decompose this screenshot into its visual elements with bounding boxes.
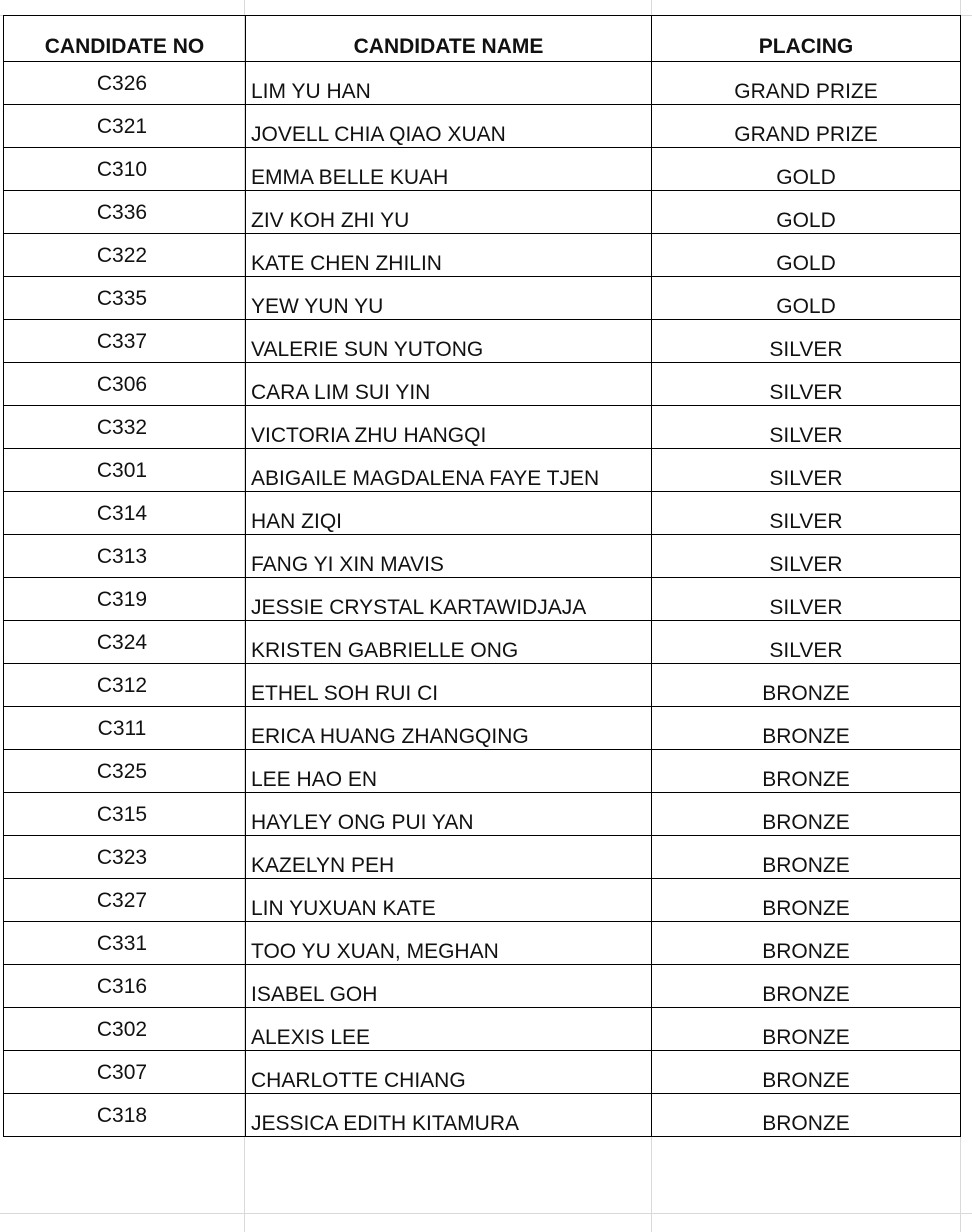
candidate-no-cell[interactable]: C318 (4, 1094, 246, 1137)
candidate-no-cell[interactable]: C306 (4, 363, 246, 406)
candidate-no-cell[interactable]: C332 (4, 406, 246, 449)
candidate-name-cell[interactable]: LIN YUXUAN KATE (246, 879, 652, 922)
candidate-name-cell[interactable]: KATE CHEN ZHILIN (246, 234, 652, 277)
header-candidate-name[interactable]: CANDIDATE NAME (246, 16, 652, 62)
candidate-name-cell[interactable]: CARA LIM SUI YIN (246, 363, 652, 406)
candidate-name-cell[interactable]: ABIGAILE MAGDALENA FAYE TJEN (246, 449, 652, 492)
placing-cell[interactable]: SILVER (652, 449, 961, 492)
candidate-name-cell[interactable]: ETHEL SOH RUI CI (246, 664, 652, 707)
candidate-name-cell[interactable]: CHARLOTTE CHIANG (246, 1051, 652, 1094)
placing-cell[interactable]: BRONZE (652, 707, 961, 750)
candidate-name-cell[interactable]: KRISTEN GABRIELLE ONG (246, 621, 652, 664)
candidate-no-cell[interactable]: C314 (4, 492, 246, 535)
table-row (4, 879, 961, 922)
placing-cell[interactable]: SILVER (652, 578, 961, 621)
candidate-no-cell[interactable]: C321 (4, 105, 246, 148)
candidate-name-cell[interactable]: HAN ZIQI (246, 492, 652, 535)
table-row (4, 965, 961, 1008)
placing-cell[interactable]: SILVER (652, 406, 961, 449)
table-row (4, 535, 961, 578)
placing-cell[interactable]: SILVER (652, 535, 961, 578)
table-row (4, 750, 961, 793)
placing-cell[interactable]: BRONZE (652, 1051, 961, 1094)
table-row (4, 191, 961, 234)
candidate-name-cell[interactable]: EMMA BELLE KUAH (246, 148, 652, 191)
header-candidate-no[interactable]: CANDIDATE NO (4, 16, 246, 62)
candidate-no-cell[interactable]: C331 (4, 922, 246, 965)
table-row (4, 105, 961, 148)
candidate-no-cell[interactable]: C312 (4, 664, 246, 707)
table-row (4, 1094, 961, 1137)
table-row (4, 320, 961, 363)
placing-cell[interactable]: SILVER (652, 492, 961, 535)
table-row (4, 1008, 961, 1051)
candidate-no-cell[interactable]: C326 (4, 62, 246, 105)
candidate-no-cell[interactable]: C311 (4, 707, 246, 750)
placing-cell[interactable]: BRONZE (652, 793, 961, 836)
candidate-name-cell[interactable]: JOVELL CHIA QIAO XUAN (246, 105, 652, 148)
table-row (4, 363, 961, 406)
candidate-no-cell[interactable]: C324 (4, 621, 246, 664)
candidate-no-cell[interactable]: C335 (4, 277, 246, 320)
table-row (4, 62, 961, 105)
candidate-no-cell[interactable]: C301 (4, 449, 246, 492)
table-row (4, 1051, 961, 1094)
table-row (4, 277, 961, 320)
placing-cell[interactable]: BRONZE (652, 965, 961, 1008)
header-placing[interactable]: PLACING (652, 16, 961, 62)
candidate-name-cell[interactable]: JESSIE CRYSTAL KARTAWIDJAJA (246, 578, 652, 621)
candidate-name-cell[interactable]: ISABEL GOH (246, 965, 652, 1008)
candidate-no-cell[interactable]: C337 (4, 320, 246, 363)
placing-cell[interactable]: BRONZE (652, 1094, 961, 1137)
candidate-no-cell[interactable]: C322 (4, 234, 246, 277)
gridline (0, 1213, 972, 1214)
candidate-name-cell[interactable]: VICTORIA ZHU HANGQI (246, 406, 652, 449)
candidate-no-cell[interactable]: C327 (4, 879, 246, 922)
candidate-name-cell[interactable]: LIM YU HAN (246, 62, 652, 105)
candidate-name-cell[interactable]: ERICA HUANG ZHANGQING (246, 707, 652, 750)
candidate-no-cell[interactable]: C310 (4, 148, 246, 191)
candidate-name-cell[interactable]: VALERIE SUN YUTONG (246, 320, 652, 363)
candidate-name-cell[interactable]: HAYLEY ONG PUI YAN (246, 793, 652, 836)
table-row (4, 148, 961, 191)
placing-cell[interactable]: GOLD (652, 277, 961, 320)
table-row (4, 836, 961, 879)
placing-cell[interactable]: SILVER (652, 320, 961, 363)
candidate-no-cell[interactable]: C316 (4, 965, 246, 1008)
candidate-no-cell[interactable]: C323 (4, 836, 246, 879)
candidate-name-cell[interactable]: JESSICA EDITH KITAMURA (246, 1094, 652, 1137)
results-body (4, 62, 961, 1137)
candidate-no-cell[interactable]: C319 (4, 578, 246, 621)
table-row (4, 922, 961, 965)
candidate-name-cell[interactable]: KAZELYN PEH (246, 836, 652, 879)
placing-cell[interactable]: BRONZE (652, 879, 961, 922)
placing-cell[interactable]: GRAND PRIZE (652, 62, 961, 105)
candidate-no-cell[interactable]: C315 (4, 793, 246, 836)
placing-cell[interactable]: BRONZE (652, 836, 961, 879)
candidate-name-cell[interactable]: YEW YUN YU (246, 277, 652, 320)
table-row (4, 234, 961, 277)
results-table (3, 15, 961, 1137)
candidate-no-cell[interactable]: C302 (4, 1008, 246, 1051)
placing-cell[interactable]: GOLD (652, 148, 961, 191)
placing-cell[interactable]: GOLD (652, 191, 961, 234)
candidate-name-cell[interactable]: ALEXIS LEE (246, 1008, 652, 1051)
candidate-name-cell[interactable]: FANG YI XIN MAVIS (246, 535, 652, 578)
table-row (4, 492, 961, 535)
placing-cell[interactable]: SILVER (652, 621, 961, 664)
candidate-no-cell[interactable]: C313 (4, 535, 246, 578)
candidate-name-cell[interactable]: ZIV KOH ZHI YU (246, 191, 652, 234)
table-row (4, 621, 961, 664)
candidate-no-cell[interactable]: C325 (4, 750, 246, 793)
candidate-name-cell[interactable]: TOO YU XUAN, MEGHAN (246, 922, 652, 965)
placing-cell[interactable]: BRONZE (652, 922, 961, 965)
placing-cell[interactable]: BRONZE (652, 664, 961, 707)
candidate-no-cell[interactable]: C307 (4, 1051, 246, 1094)
placing-cell[interactable]: GRAND PRIZE (652, 105, 961, 148)
table-row (4, 578, 961, 621)
table-row (4, 793, 961, 836)
candidate-name-cell[interactable]: LEE HAO EN (246, 750, 652, 793)
header-row (4, 16, 961, 62)
table-row (4, 664, 961, 707)
table-row (4, 707, 961, 750)
placing-cell[interactable]: BRONZE (652, 1008, 961, 1051)
candidate-no-cell[interactable]: C336 (4, 191, 246, 234)
placing-cell[interactable]: SILVER (652, 363, 961, 406)
placing-cell[interactable]: GOLD (652, 234, 961, 277)
table-row (4, 406, 961, 449)
table-row (4, 449, 961, 492)
placing-cell[interactable]: BRONZE (652, 750, 961, 793)
